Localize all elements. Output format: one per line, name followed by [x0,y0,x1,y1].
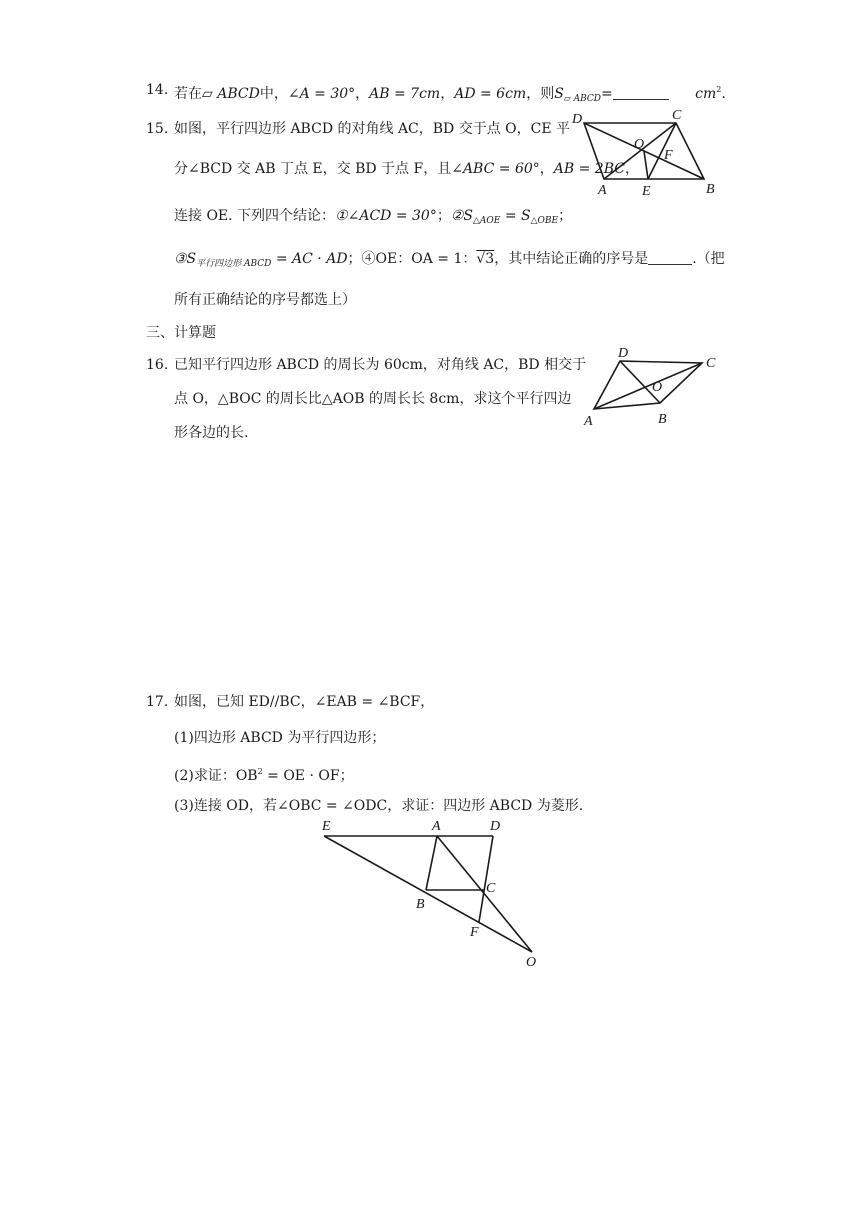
q17-label-f: F [470,925,479,940]
q17-number: 17. [146,694,169,710]
q14-ab: AB = 7cm [369,86,441,102]
q17-l3a: (2)求证：OB [174,768,258,784]
q16-label-a: A [584,414,593,429]
q15-label-b: B [706,182,715,197]
q14-number: 14. [146,82,169,98]
q15-sqrt3: √3 [476,251,495,267]
q15-ab-2bc: AB = 2BC [553,161,625,177]
q14-answer-blank [613,85,669,100]
q14-ad: AD = 6cm [454,86,527,102]
q17-label-b: B [416,897,425,912]
q15-line-5: 所有正确结论的序号都选上） [174,292,356,308]
q15-answer-blank [648,250,692,265]
q15-conclusion-3: ③S [174,251,197,267]
q14-comma-1: ， [355,86,370,102]
q14-comma-2: ， [440,86,455,102]
q15-conclusion-4: ；④OE：OA = 1： [347,251,477,267]
section-heading-calculation: 三、计算题 [146,325,216,341]
q17-line-df [479,836,493,922]
q14-then: ，则 [526,86,555,102]
q16-line-2: 点 O，△BOC 的周长比△AOB 的周长长 8cm，求这个平行四边 [174,391,572,407]
q15-conclusion-1: ①∠ACD = 30° [335,208,437,224]
q15-c3-rhs: = AC · AD [271,251,348,267]
q15-label-o: O [634,137,645,152]
q17-line-1: 如图，已知 ED//BC，∠EAB = ∠BCF， [174,694,435,710]
q17-l3b: = OE · OF； [262,768,354,784]
q14-equals: = [600,86,613,102]
q15-l2c: ， [539,161,554,177]
q15-line-4 [174,249,725,274]
q15-segment-oe [644,151,648,179]
q15-l2e: ， [624,161,639,177]
q15-label-a: A [598,183,607,198]
q16-label-o: O [652,380,663,395]
q15-l3c: ； [436,208,451,224]
q15-label-c: C [672,108,682,123]
q17-line-3 [174,762,354,786]
q15-angle-abc: ∠ABC = 60° [451,161,540,177]
q17-label-e: E [322,819,331,834]
q15-conclusion-2: ②S [450,208,473,224]
q14-area-sub: ▱ ABCD [563,94,601,104]
q16-number: 16. [146,357,169,373]
q15-l4e: .（把 [692,251,725,267]
q14-area-s: S [554,86,564,102]
q16-line-1: 已知平行四边形 ABCD 的周长为 60cm，对角线 AC，BD 相交于 [174,357,587,373]
q15-label-f: F [664,148,673,163]
q15-figure [566,105,726,200]
q15-l4d: ，其中结论正确的序号是 [494,251,649,267]
q16-label-c: C [706,356,716,371]
q14-mid: 中， [259,86,288,102]
q17-figure [314,816,554,968]
q14-prefix: 若在 [174,86,202,102]
q15-label-e: E [642,184,651,199]
q14-period: . [721,86,726,102]
q15-line-1: 如图，平行四边形 ABCD 的对角线 AC，BD 交于点 O，CE 平 [174,121,571,137]
q17-label-a: A [432,819,441,834]
q15-l2a: 分∠BCD 交 AB 丁点 E，交 BD 于点 F，且 [174,161,452,177]
q14-unit: cm [695,86,717,102]
q17-label-c: C [486,881,496,896]
q17-line-4: (3)连接 OD，若∠OBC = ∠ODC，求证：四边形 ABCD 为菱形. [174,798,584,814]
q16-diagonal-ac [594,363,702,409]
q16-figure [578,343,728,433]
q16-label-b: B [658,412,667,427]
q14-abcd: ABCD [217,86,260,102]
q17-l3-sup: 2 [257,767,263,776]
q15-c2-sub-1: △AOE [473,216,501,226]
q17-line-eo [324,836,532,952]
q15-l3a: 连接 OE. 下列四个结论： [174,208,336,224]
q15-c2-sub-2: △OBE [530,216,559,226]
q17-line-ab [426,836,437,890]
q15-line-3 [174,206,572,231]
q15-c2-eq: = S [500,208,531,224]
q15-number: 15. [146,121,169,137]
q17-line-2: (1)四边形 ABCD 为平行四边形； [174,730,386,746]
q14-unit-sup: 2 [716,85,722,94]
q14-angle: ∠A = 30° [287,86,356,102]
q15-label-d: D [572,112,583,127]
q15-c3-sub: 平行四边形 ABCD [196,259,272,269]
q17-label-d: D [490,819,501,834]
q16-label-d: D [618,346,629,361]
q17-label-o: O [526,955,537,968]
q17-line-ao [437,836,532,952]
q16-line-3: 形各边的长. [174,425,249,441]
q15-l3f: ； [558,208,573,224]
parallelogram-symbol: ▱ [202,86,213,102]
